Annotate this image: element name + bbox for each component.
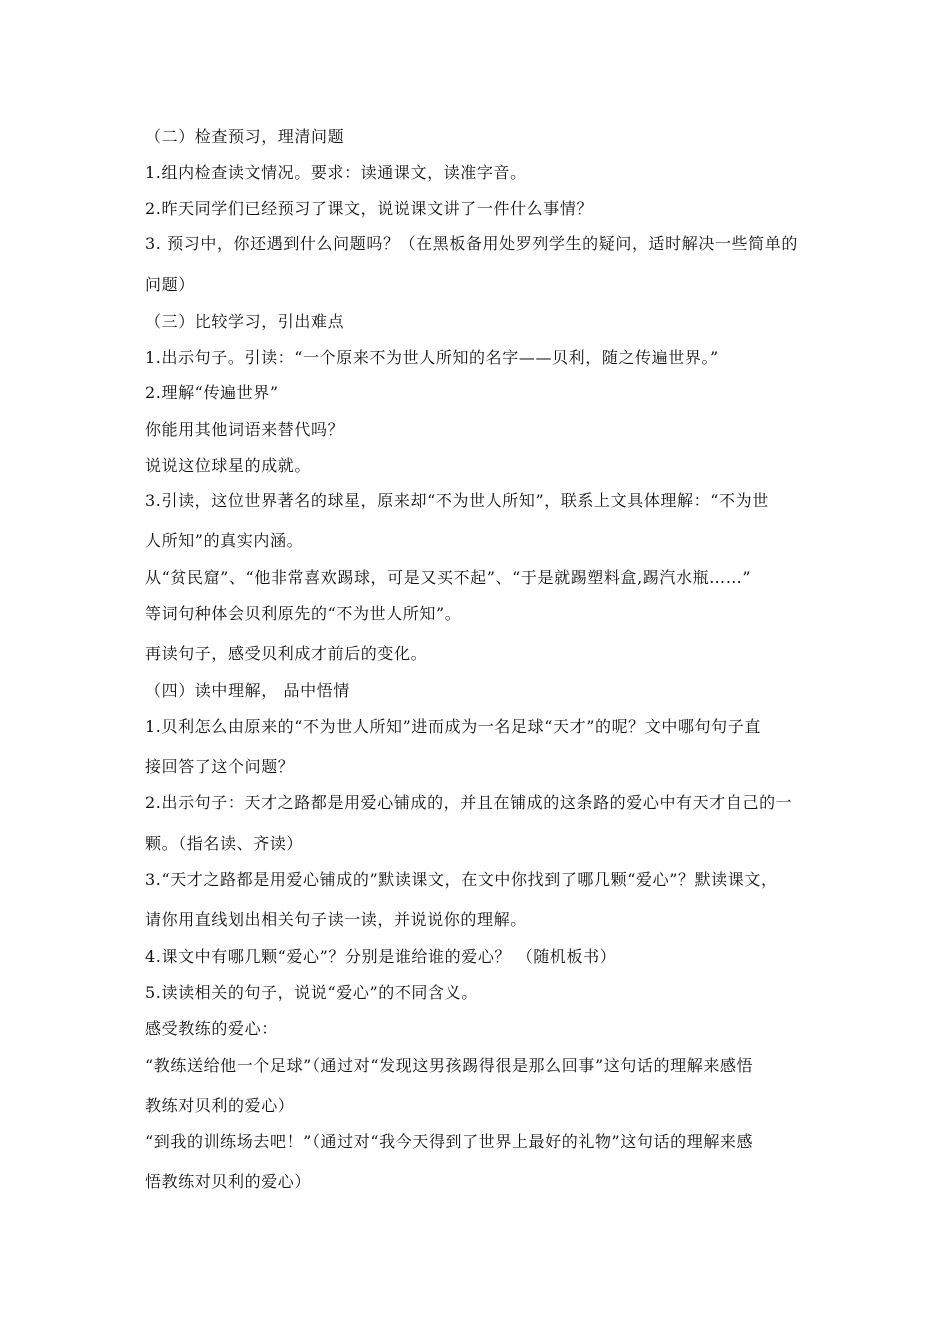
text-line: 悟教练对贝利的爱心） [145,1172,312,1191]
text-line: 再读句子，感受贝利成才前后的变化。 [145,644,428,663]
text-line: “到我的训练场去吧！”（通过对“我今天得到了世界上最好的礼物”这句话的理解来感 [145,1132,754,1151]
text-line: （二）检查预习，理清问题 [145,127,345,146]
text-line: 教练对贝利的爱心） [145,1096,295,1115]
text-line: 从“贫民窟”、“他非常喜欢踢球，可是又买不起”、“于是就踢塑料盒,踢汽水瓶……” [145,568,752,587]
text-line: 1.贝利怎么由原来的“不为世人所知”进而成为一名足球“天才”的呢？文中哪句句子直 [145,717,761,736]
text-line: 接回答了这个问题？ [145,757,295,776]
text-line: 感受教练的爱心： [145,1019,278,1038]
text-line: 说说这位球星的成就。 [145,456,312,475]
text-line: 颗。（指名读、齐读） [145,834,304,853]
text-line: （四）读中理解， 品中悟情 [145,681,350,700]
text-line: 3.“天才之路都是用爱心铺成的”默读课文，在文中你找到了哪几颗“爱心”？默读课文， [145,870,778,889]
text-line: 2.昨天同学们已经预习了课文，说说课文讲了一件什么事情？ [145,199,594,218]
text-line: 问题） [145,275,195,294]
text-line: （三）比较学习，引出难点 [145,312,345,331]
text-line: 5.读读相关的句子，说说“爱心”的不同含义。 [145,983,478,1002]
text-line: 3. 预习中，你还遇到什么问题吗？（在黑板备用处罗列学生的疑问，适时解决一些简单的 [145,234,798,253]
text-line: 请你用直线划出相关句子读一读，并说说你的理解。 [145,910,527,929]
text-line: 你能用其他词语来替代吗？ [145,420,345,439]
text-line: 3.引读，这位世界著名的球星，原来却“不为世人所知”，联系上文具体理解：“不为世 [145,491,769,510]
text-line: 1.组内检查读文情况。要求：读通课文，读准字音。 [145,163,527,182]
text-line: 等词句种体会贝利原先的“不为世人所知”。 [145,604,462,623]
text-line: “教练送给他一个足球”（通过对“发现这男孩踢得很是那么回事”这句话的理解来感悟 [145,1056,754,1075]
text-line: 2.出示句子：天才之路都是用爱心铺成的，并且在铺成的这条路的爱心中有天才自己的一 [145,793,793,812]
text-line: 4.课文中有哪几颗“爱心”？分别是谁给谁的爱心？ （随机板书） [145,947,617,966]
text-line: 人所知”的真实内涵。 [145,531,304,550]
text-line: 1.出示句子。引读：“一个原来不为世人所知的名字——贝利，随之传遍世界。” [145,348,719,367]
text-line: 2.理解“传遍世界” [145,383,279,402]
